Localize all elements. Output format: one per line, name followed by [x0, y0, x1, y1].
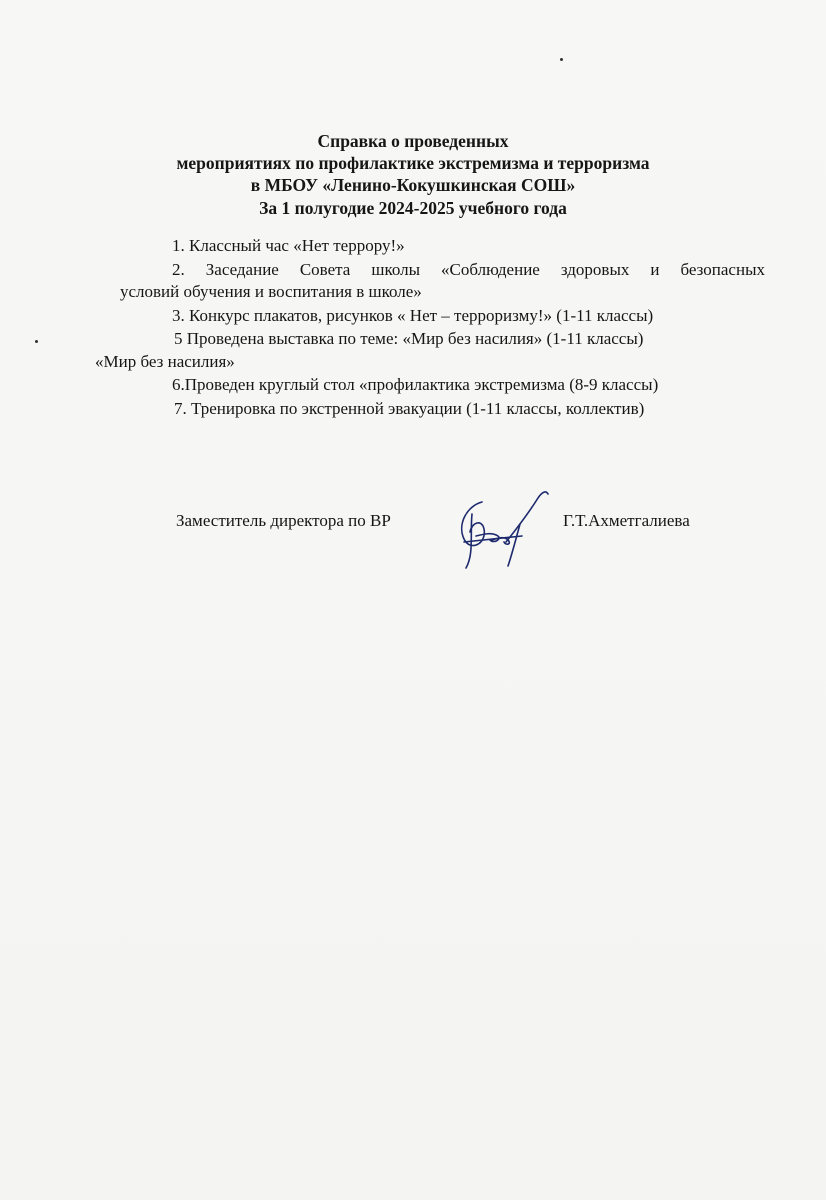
- scan-speck: [35, 340, 38, 343]
- handwritten-signature: [442, 484, 562, 574]
- scan-speck: [560, 58, 563, 61]
- title-line-3: в МБОУ «Ленино-Кокушкинская СОШ»: [250, 175, 576, 195]
- title-line-1: Справка о проведенных: [317, 131, 509, 151]
- list-item-6: 6.Проведен круглый стол «профилактика экстремизма (8-9 классы): [172, 375, 659, 394]
- signatory-position: Заместитель директора по ВР: [176, 511, 391, 530]
- list-item-5: 5 Проведена выставка по теме: «Мир без насилия» (1-11 классы): [174, 329, 644, 348]
- list-item-7: 7. Тренировка по экстренной эвакуации (1-11 классы, коллектив): [174, 399, 645, 418]
- title-line-2: мероприятиях по профилактике экстремизма и терроризма: [176, 153, 650, 173]
- list-item-5-continuation: «Мир без насилия»: [95, 352, 235, 371]
- list-item-2-continuation: условий обучения и воспитания в школе»: [120, 282, 422, 301]
- list-item-2: 2. Заседание Совета школы «Соблюдение здоровых и безопасных: [172, 260, 765, 279]
- title-line-4: За 1 полугодие 2024-2025 учебного года: [259, 198, 567, 218]
- list-item-1: 1. Классный час «Нет террору!»: [172, 236, 405, 255]
- list-item-3: 3. Конкурс плакатов, рисунков « Нет – терроризму!» (1-11 классы): [172, 306, 654, 325]
- signatory-name: Г.Т.Ахметгалиева: [563, 511, 690, 530]
